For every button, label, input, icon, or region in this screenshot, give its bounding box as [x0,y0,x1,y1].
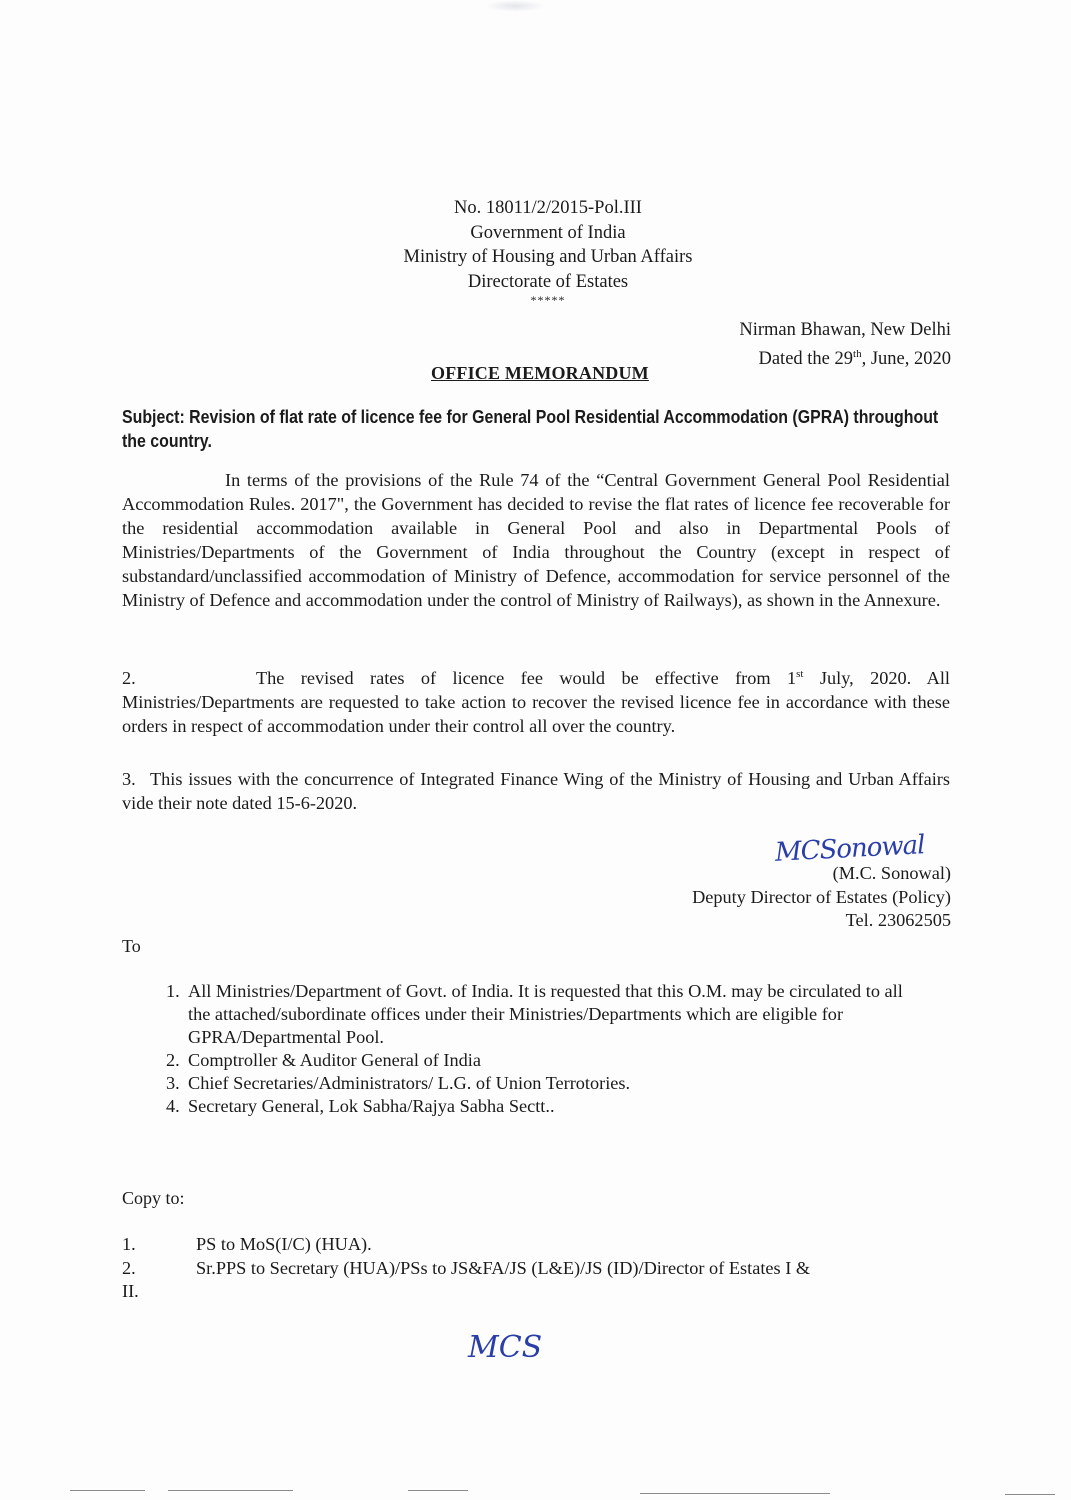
scan-edge-line [640,1493,830,1494]
document-header [360,196,736,306]
signatory-designation: Deputy Director of Estates (Policy) [692,886,951,907]
place-date-block [739,318,951,371]
scan-edge-line [168,1490,293,1491]
date: Dated the 29th, June, 2020 [758,348,951,370]
handwritten-signature: MCSonowal [774,830,926,868]
copy-to-label: Copy to: [122,1188,185,1208]
copy-to-continuation: II. [122,1281,139,1301]
scan-smudge [485,0,545,12]
copy-to-list [122,1232,962,1280]
paragraph-1: In terms of the provisions of the Rule 74 of the “Central Government General Pool Residential Accommodation Rules. 2017", the Government has decided to revise the flat rates of licence fee recoverable for the residential accommodation available in General Pool and also in Departmental Pools of Ministries/Departments of the Government of India throughout the Country (except in respect of substandard/unclassified accommodation of Ministry of Defence, accommodation for service personnel of the Ministry of Defence and accommodation under the control of Ministry of Railways), as shown in the Annexure. [122,470,950,610]
document-title: OFFICE MEMORANDUM [431,363,649,383]
place: Nirman Bhawan, New Delhi [739,320,951,340]
subject-line: Subject: Revision of flat rate of licence fee for General Pool Residential Accommodation (GPRA) throughout the country. [122,406,939,451]
scan-edge-line [408,1490,468,1491]
handwritten-initials: MCS [468,1330,543,1365]
ministry-name: Ministry of Housing and Urban Affairs [403,247,693,267]
copy-to-item: 2. Sr.PPS to Secretary (HUA)/PSs to JS&FA/JS (L&E)/JS (ID)/Director of Estates I & [122,1258,811,1278]
paragraph-3: 3. This issues with the concurrence of Integrated Finance Wing of the Ministry of Housing and Urban Affairs vide their note dated 15-6-2020. [122,769,950,813]
file-number: No. 18011/2/2015-Pol.III [454,198,642,218]
signatory-name: (M.C. Sonowal) [832,863,951,883]
recipient-item: 4. Secretary General, Lok Sabha/Rajya Sabha Sectt.. [166,1096,555,1116]
directorate-name: Directorate of Estates [467,271,629,292]
to-label: To [122,936,141,956]
scan-edge-line [70,1490,145,1491]
signatory-block [692,862,951,933]
separator-stars: ***** [530,293,566,307]
copy-to-item: 1. PS to MoS(I/C) (HUA). [122,1234,372,1254]
scan-edge-line [1005,1494,1055,1495]
recipient-item: 3. Chief Secretaries/Administrators/ L.G. of Union Terrotories. [166,1073,631,1093]
signatory-phone: Tel. 23062505 [845,910,951,930]
recipient-list [166,980,926,1118]
recipient-item: 1. All Ministries/Department of Govt. of India. It is requested that this O.M. may be circulated to all the attached/subordinate offices under their Ministries/Departments which are eligible for GPRA/Departmental Pool. [166,981,903,1047]
government-name: Government of India [470,222,626,243]
recipient-item: 2. Comptroller & Auditor General of India [166,1050,481,1070]
paragraph-2: 2. The revised rates of licence fee would be effective from 1st July, 2020. All Ministries/Departments are requested to take action to recover the revised licence fee in accordance with these orders in respect of accommodation under their control all over the country. [122,668,950,737]
